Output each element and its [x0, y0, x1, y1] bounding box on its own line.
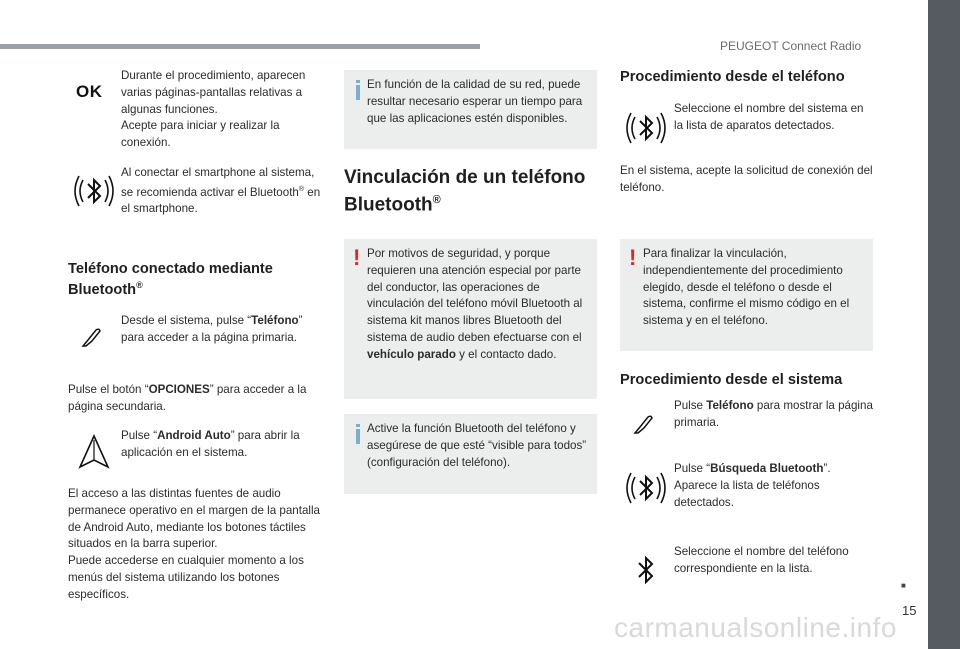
info-i-icon [356, 424, 360, 444]
bluetooth-waves-icon [626, 467, 666, 509]
phone-accept-text: En el sistema, acepte la solicitud de conexión del teléfono. [620, 164, 873, 194]
step-phone-primary: Desde el sistema, pulse “Teléfono” para acceder a la página primaria. [121, 314, 303, 344]
info-box-visible [344, 414, 597, 494]
system-step-search: Pulse “Búsqueda Bluetooth”. Aparece la lista de teléfonos detectados. [674, 462, 831, 509]
bluetooth-icon [634, 554, 658, 586]
info-visible-text: Active la función Bluetooth del teléfono y asegúrese de que esté “visible para todos” (configuración del teléfono). [367, 422, 587, 469]
options-text: Pulse el botón “OPCIONES” para acceder a la página secundaria. [68, 383, 307, 413]
info-i-icon [356, 80, 360, 100]
audio-access-paragraph: El acceso a las distintas fuentes de audio permanece operativo en el margen de la pantalla de Android Auto, mediante los botones táctiles situados en la barra superior. Puede accederse en cualquier momento a los menús del sistema utilizando los botones específicos. [68, 487, 321, 601]
android-auto-text: Pulse “Android Auto” para abrir la aplicación en el sistema. [121, 429, 300, 459]
warning-box-safety [344, 239, 597, 399]
info-box-network [344, 70, 597, 149]
section-heading-pairing: Vinculación de un teléfono Bluetooth® [344, 167, 586, 216]
warning-code-text: Para finalizar la vinculación, independientemente del procedimiento elegido, desde el teléfono o desde el sistema, confirme el mismo código en el sistema y en el teléfono. [643, 247, 850, 328]
ok-description: Durante el procedimiento, aparecen varias páginas-pantallas relativas a algunas funciones. Acepte para iniciar y realizar la conexión. [121, 69, 306, 150]
warning-safety-text: Por motivos de seguridad, y porque requieren una atención especial por parte del conductor, las operaciones de vinculación del teléfono móvil Bluetooth al sistema kit manos libres Bluetooth del sistema de audio deben efectuarse con el vehículo parado y el contacto dado. [367, 247, 583, 361]
android-auto-icon [77, 434, 111, 470]
right-sidebar [928, 0, 960, 649]
warning-exclamation-icon: ! [353, 245, 361, 270]
bluetooth-waves-icon [74, 170, 114, 212]
bluetooth-waves-icon [626, 107, 666, 149]
tap-finger-icon [80, 326, 102, 348]
section-heading-from-system: Procedimiento desde el sistema [620, 372, 843, 388]
warning-box-code [620, 239, 873, 351]
watermark: carmanualsonline.info [614, 612, 897, 643]
continue-mark: ■ [901, 581, 906, 590]
section-heading-bluetooth-connected: Teléfono conectado mediante Bluetooth® [68, 261, 273, 298]
header-brand: PEUGEOT Connect Radio [720, 39, 862, 53]
ok-icon: OK [76, 82, 103, 101]
system-step-phone: Pulse Teléfono para mostrar la página primaria. [674, 399, 873, 429]
warning-exclamation-icon: ! [629, 245, 637, 270]
section-heading-from-phone: Procedimiento desde el teléfono [620, 69, 845, 85]
info-network-text: En función de la calidad de su red, puede resultar necesario esperar un tiempo para que las aplicaciones estén disponibles. [367, 78, 583, 125]
phone-select-system-text: Seleccione el nombre del sistema en la lista de aparatos detectados. [674, 102, 864, 132]
page-number: 15 [902, 603, 917, 618]
header-bar [0, 44, 480, 49]
tap-finger-icon [632, 413, 654, 435]
system-step-select-phone: Seleccione el nombre del teléfono correspondiente en la lista. [674, 545, 849, 575]
bluetooth-activate-text: Al conectar el smartphone al sistema, se recomienda activar el Bluetooth® en el smartphone. [121, 166, 321, 216]
